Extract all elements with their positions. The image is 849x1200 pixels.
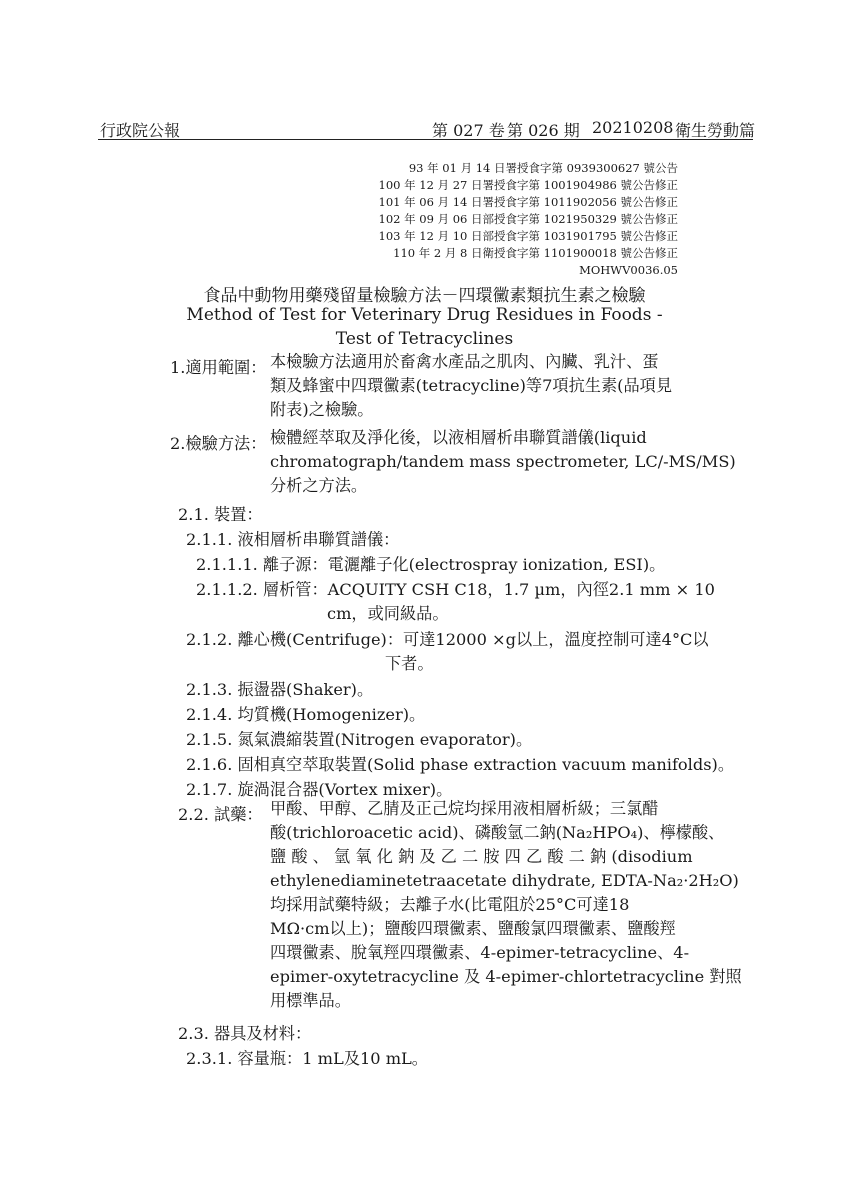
section-2-1-5: 2.1.5. 氮氣濃縮裝置(Nitrogen evaporator)。 (186, 730, 533, 749)
section-2-2-text (270, 797, 742, 1013)
section-2-1-3: 2.1.3. 振盪器(Shaker)。 (186, 680, 374, 699)
text-line: 類及蜂蜜中四環黴素(tetracycline)等7項抗生素(品項見 (270, 376, 673, 395)
text-line: 用標準品。 (270, 991, 351, 1010)
section-2-1-4: 2.1.4. 均質機(Homogenizer)。 (186, 705, 426, 724)
section-2-1-6: 2.1.6. 固相真空萃取裝置(Solid phase extraction vacuum manifolds)。 (186, 755, 735, 774)
section-2-2-label: 2.2. 試藥： (178, 805, 263, 824)
publication-date: 20210208 (592, 118, 674, 137)
gazette-name: 行政院公報 (100, 121, 181, 140)
title-chinese: 食品中動物用藥殘留量檢驗方法－四環黴素類抗生素之檢驗 (203, 286, 646, 306)
text-line: ethylenediaminetetraacetate dihydrate, EDTA-Na₂·2H₂O) (270, 871, 739, 890)
text-line: 四環黴素、脫氧羥四環黴素、4-epimer-tetracycline、4- (270, 943, 690, 962)
announcement-line: 102 年 09 月 06 日部授食字第 1021950329 號公告修正 (378, 212, 678, 226)
announcement-line: 100 年 12 月 27 日署授食字第 1001904986 號公告修正 (378, 178, 678, 192)
section-1-text (270, 350, 672, 422)
title-english-line2: Test of Tetracyclines (335, 329, 514, 349)
section-2-1-1-2: 2.1.1.2. 層析管：ACQUITY CSH C18，1.7 µm，內徑2.1 mm × 10 (196, 580, 715, 599)
section-2-text (270, 426, 736, 498)
section-2-1-2-cont: 下者。 (385, 654, 434, 673)
document-code: MOHWV0036.05 (579, 263, 678, 277)
text-line: epimer-oxytetracycline 及 4-epimer-chlortetracycline 對照 (270, 967, 742, 986)
section-name: 衛生勞動篇 (675, 121, 756, 140)
section-2-1-1-1: 2.1.1.1. 離子源：電灑離子化(electrospray ionization, ESI)。 (196, 555, 666, 574)
announcement-line: 103 年 12 月 10 日部授食字第 1031901795 號公告修正 (378, 229, 678, 243)
title-english-line1: Method of Test for Veterinary Drug Residues in Foods - (186, 305, 663, 325)
text-line: 分析之方法。 (270, 476, 368, 495)
issue-number: 第 026 期 (507, 121, 580, 140)
text-line: 均採用試藥特級；去離子水(比電阻於25°C可達18 (270, 895, 630, 914)
text-line: 鹽 酸 、 氫 氧 化 鈉 及 乙 二 胺 四 乙 酸 二 鈉 (disodium (270, 847, 693, 866)
section-2-3-1: 2.3.1. 容量瓶：1 mL及10 mL。 (186, 1049, 428, 1068)
section-1-label: 1.適用範圍： (170, 358, 267, 377)
section-2-3-heading: 2.3. 器具及材料： (178, 1024, 312, 1043)
text-line: 甲酸、甲醇、乙腈及正己烷均採用液相層析級；三氯醋 (270, 799, 659, 818)
section-2-1-1-2-cont: cm，或同級品。 (327, 604, 449, 623)
text-line: 檢體經萃取及淨化後，以液相層析串聯質譜儀(liquid (270, 428, 647, 447)
text-line: 本檢驗方法適用於畜禽水產品之肌肉、內臟、乳汁、蛋 (270, 352, 659, 371)
announcement-line: 101 年 06 月 14 日署授食字第 1011902056 號公告修正 (378, 195, 678, 209)
section-2-1-2: 2.1.2. 離心機(Centrifuge)：可達12000 ×g以上，溫度控制可達4°C以 (186, 630, 709, 649)
section-2-1-7: 2.1.7. 旋渦混合器(Vortex mixer)。 (186, 780, 453, 799)
text-line: 酸(trichloroacetic acid)、磷酸氫二鈉(Na₂HPO₄)、檸檬酸、 (270, 823, 725, 842)
announcement-line: 110 年 2 月 8 日衛授食字第 1101900018 號公告修正 (393, 246, 678, 260)
section-2-1-1: 2.1.1. 液相層析串聯質譜儀： (186, 530, 400, 549)
volume-number: 第 027 卷 (432, 121, 505, 140)
announcement-line: 93 年 01 月 14 日署授食字第 0939300627 號公告 (408, 161, 678, 175)
text-line: 附表)之檢驗。 (270, 400, 374, 419)
section-2-1-heading: 2.1. 裝置： (178, 505, 263, 524)
text-line: MΩ·cm以上)；鹽酸四環黴素、鹽酸氯四環黴素、鹽酸羥 (270, 919, 676, 938)
section-2-label: 2.檢驗方法： (170, 434, 267, 453)
text-line: chromatograph/tandem mass spectrometer, LC/-MS/MS) (270, 452, 736, 471)
header-rule (98, 139, 753, 140)
